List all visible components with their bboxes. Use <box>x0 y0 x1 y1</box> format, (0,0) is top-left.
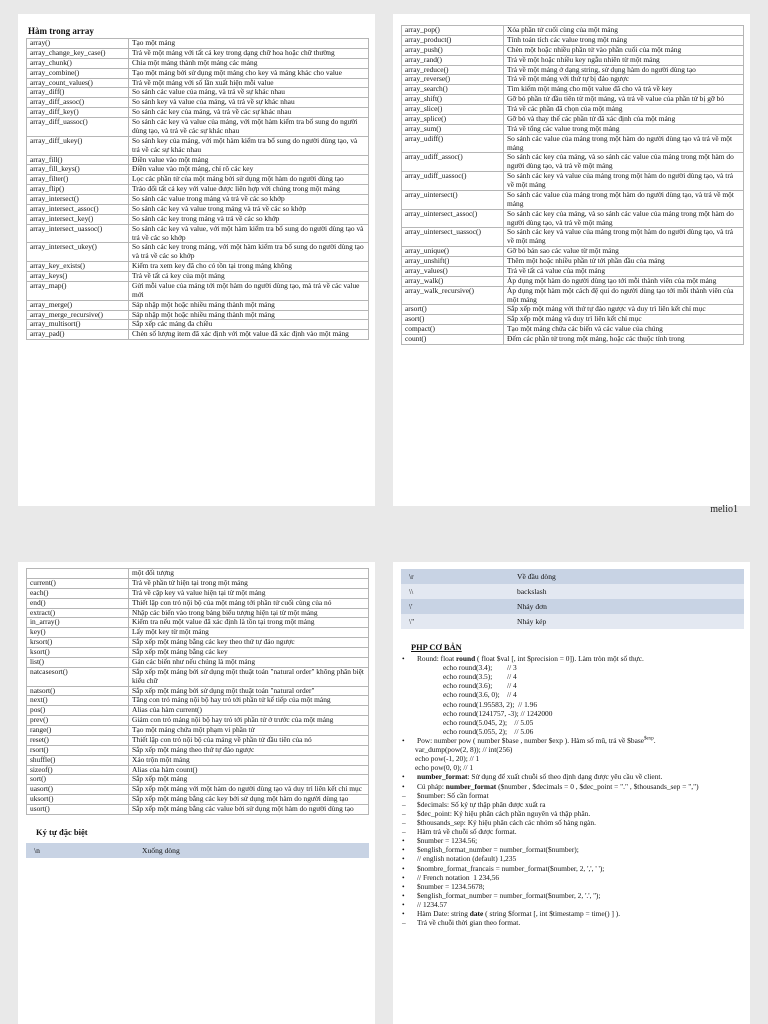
function-name: array_walk() <box>402 276 504 286</box>
function-name: asort() <box>402 315 504 325</box>
function-name: array_udiff() <box>402 134 504 153</box>
function-name: extract() <box>27 608 129 618</box>
table-row <box>402 105 744 115</box>
function-name: array_diff_key() <box>27 108 129 118</box>
function-description: Sắp xếp một mảng bằng các key theo thứ tự đảo ngược <box>129 638 369 648</box>
function-table <box>401 25 744 345</box>
php-line: • // english notation (default) 1,235 <box>415 854 744 863</box>
page-4 <box>393 562 750 1024</box>
table-row <box>27 300 369 310</box>
function-description: Giảm con trỏ mảng nội bộ hay trỏ tới phần tử ở trước của một mảng <box>129 716 369 726</box>
function-description: So sánh các value trong mảng và trả về các so khớp <box>129 195 369 205</box>
table-row <box>27 578 369 588</box>
php-line: – $number: Số cần format <box>415 791 744 800</box>
function-name: uksort() <box>27 795 129 805</box>
special-chars-title: Ký tự đặc biệt <box>36 826 88 837</box>
function-description: Đếm các phần tử trong một mảng, hoặc các thuộc tính trong <box>504 335 744 345</box>
special-char-row <box>401 614 744 629</box>
function-name: uasort() <box>27 785 129 795</box>
function-description: Trả về tất cả key của một mảng <box>129 272 369 282</box>
function-name: natcasesort() <box>27 667 129 686</box>
php-basics-title: PHP CƠ BẢN <box>411 643 462 652</box>
page-3 <box>18 562 375 1024</box>
php-line: • // 1234.57 <box>415 900 744 909</box>
function-name: array_sum() <box>402 124 504 134</box>
function-name: each() <box>27 588 129 598</box>
function-description: So sánh key và value của mảng, và trả về sự khác nhau <box>129 98 369 108</box>
escape-meaning: Về đầu dòng <box>509 569 744 584</box>
function-description: Gỡ bỏ và thay thế các phần tử đã xác định của một mảng <box>504 114 744 124</box>
function-description: Sắp xếp một mảng và duy trì liên kết chỉ mục <box>504 315 744 325</box>
function-name: key() <box>27 628 129 638</box>
function-description: Trả về cặp key và value hiện tại từ một mảng <box>129 588 369 598</box>
function-description: So sánh các value của mảng trong một hàm do người dùng tạo và trả về một mảng <box>504 134 744 153</box>
table-row <box>402 172 744 191</box>
table-row <box>27 58 369 68</box>
table-row <box>27 805 369 815</box>
function-description: Kiểm tra nếu một value đã xác định là tồn tại trong một mảng <box>129 618 369 628</box>
php-line: – $thousands_sep: Ký hiệu phân cách các nhóm số hàng ngàn. <box>415 818 744 827</box>
table-row <box>402 209 744 228</box>
function-name: array_intersect_assoc() <box>27 204 129 214</box>
function-name: array_uintersect_uassoc() <box>402 228 504 247</box>
function-description: Tráo đổi tất cả key với value được liên hợp với chúng trong một mảng <box>129 185 369 195</box>
php-line: • $english_format_number = number_format($number); <box>415 845 744 854</box>
function-name: array_uintersect() <box>402 190 504 209</box>
table-row <box>402 190 744 209</box>
function-description: Gán các biến như nếu chúng là một mảng <box>129 657 369 667</box>
table-row <box>27 598 369 608</box>
function-name: array_change_key_case() <box>27 48 129 58</box>
function-name: array_count_values() <box>27 78 129 88</box>
table-row <box>402 153 744 172</box>
function-name: array_diff() <box>27 88 129 98</box>
php-line: • number_format: Sử dụng để xuất chuỗi số theo định dạng được yêu cầu về client. <box>415 772 744 781</box>
table-row <box>402 134 744 153</box>
function-description: Áp dụng một hàm do người dùng tạo tới mỗi thành viên của một mảng <box>504 276 744 286</box>
php-line: • Hàm Date: string date ( string $format [, int $timestamp = time() ] ). <box>415 909 744 918</box>
function-description: Chèn một hoặc nhiều phần tử vào phần cuối của một mảng <box>504 45 744 55</box>
function-name: current() <box>27 578 129 588</box>
function-description: So sánh các key và value của mảng trong một hàm do người dùng tạo, và trả về một mảng <box>504 172 744 191</box>
table-row <box>27 765 369 775</box>
function-description: Gỡ bỏ bản sao các value từ một mảng <box>504 247 744 257</box>
function-name: array_intersect() <box>27 195 129 205</box>
function-name <box>27 569 129 579</box>
function-name: sizeof() <box>27 765 129 775</box>
function-name: array_slice() <box>402 105 504 115</box>
function-description: Lấy một key từ một mảng <box>129 628 369 638</box>
special-char-row <box>401 584 744 599</box>
table-row <box>27 281 369 300</box>
php-line: • $english_format_number = number_format($number, 2, '.', ''); <box>415 891 744 900</box>
php-line: – $dec_point: Ký hiệu phân cách phần nguyên và thập phân. <box>415 809 744 818</box>
function-description: Trả về một mảng ở dạng string, sử dụng hàm do người dùng tạo <box>504 65 744 75</box>
function-name: array_intersect_ukey() <box>27 243 129 262</box>
function-name: array_fill_keys() <box>27 165 129 175</box>
table-row <box>27 588 369 598</box>
function-description: Trả về một hoặc nhiều key ngẫu nhiên từ một mảng <box>504 55 744 65</box>
table-row <box>27 204 369 214</box>
function-description: Tạo một mảng chứa một phạm vi phần tử <box>129 726 369 736</box>
function-description: Trả về tổng các value trong một mảng <box>504 124 744 134</box>
function-name: array_keys() <box>27 272 129 282</box>
table-row <box>402 124 744 134</box>
function-name: array_map() <box>27 281 129 300</box>
function-name: array_diff_assoc() <box>27 98 129 108</box>
function-name: ksort() <box>27 648 129 658</box>
function-description: So sánh các key trong mảng và trả về các so khớp <box>129 214 369 224</box>
function-name: list() <box>27 657 129 667</box>
table-row <box>402 286 744 305</box>
table-row <box>27 48 369 58</box>
function-description: Tạo một mảng <box>129 39 369 49</box>
function-description: So sánh các key và value trong mảng và trả về các so khớp <box>129 204 369 214</box>
function-description: Sắp xếp một mảng bởi sử dụng một thuật toán "natural order" không phân biệt kiểu chữ <box>129 667 369 686</box>
php-line: echo round(5.045, 2); // 5.05 <box>443 717 534 727</box>
function-description: Tăng con trỏ mảng nội bộ hay trỏ tới phần tử kế tiếp của một mảng <box>129 696 369 706</box>
table-row <box>402 266 744 276</box>
function-description: So sánh các key và value của mảng, với một hàm kiểm tra bổ sung do người dùng tạo, và trả về các sự khác nhau <box>129 118 369 137</box>
function-description: Gỡ bỏ phần tử đầu tiên từ một mảng, và trả về value của phần tử bị gỡ bỏ <box>504 95 744 105</box>
php-line: – Hàm trả về chuỗi số được format. <box>415 827 744 836</box>
function-description: một đối tượng <box>129 569 369 579</box>
function-description: Chia một mảng thành một mảng các mảng <box>129 58 369 68</box>
table-row <box>27 39 369 49</box>
function-name: array_multisort() <box>27 320 129 330</box>
function-description: Lọc các phần tử của một mảng bởi sử dụng một hàm do người dùng tạo <box>129 175 369 185</box>
function-name: array_intersect_uassoc() <box>27 224 129 243</box>
function-description: Thiết lập con trỏ nội bộ của mảng về phần tử đầu tiên của nó <box>129 735 369 745</box>
function-description: So sánh các key của mảng, và trả về các sự khác nhau <box>129 108 369 118</box>
table-row <box>27 224 369 243</box>
function-name: next() <box>27 696 129 706</box>
function-description: Tìm kiếm một mảng cho một value đã cho và trả về key <box>504 85 744 95</box>
function-name: array_udiff_assoc() <box>402 153 504 172</box>
table-row <box>27 648 369 658</box>
function-description: Gửi mỗi value của mảng tới một hàm do người dùng tạo, mà trả về các value mới <box>129 281 369 300</box>
page-2 <box>393 14 750 515</box>
table-row <box>27 569 369 579</box>
function-description: So sánh các value của mảng trong một hàm do người dùng tạo, và trả về một mảng <box>504 190 744 209</box>
function-name: array_diff_ukey() <box>27 136 129 155</box>
function-name: array_chunk() <box>27 58 129 68</box>
function-name: array_uintersect_assoc() <box>402 209 504 228</box>
table-row <box>402 114 744 124</box>
function-name: array_udiff_uassoc() <box>402 172 504 191</box>
table-row <box>402 276 744 286</box>
php-line: – $decimals: Số ký tự thập phân được xuất ra <box>415 800 744 809</box>
function-description: Trả về tất cả value của một mảng <box>504 266 744 276</box>
function-name: krsort() <box>27 638 129 648</box>
php-line: echo round(5.055, 2); // 5.06 <box>443 726 534 736</box>
function-name: array_walk_recursive() <box>402 286 504 305</box>
php-line: echo round(3.6, 0); // 4 <box>443 690 517 700</box>
function-table <box>26 38 369 340</box>
function-name: array_values() <box>402 266 504 276</box>
special-char-row <box>401 599 744 614</box>
php-line: • Pow: number pow ( number $base , number $exp ). Hàm số mũ, trả về $base$^{\$exp}$. <box>415 736 744 745</box>
function-description: Chèn số lượng item đã xác định với một value đã xác định vào một mảng <box>129 330 369 340</box>
function-description: Nhập các biến vào trong bảng biểu tượng hiện tại từ một mảng <box>129 608 369 618</box>
function-name: prev() <box>27 716 129 726</box>
function-description: Alias của hàm count() <box>129 765 369 775</box>
escape-meaning: Nháy kép <box>509 614 744 629</box>
table-row <box>402 228 744 247</box>
function-name: range() <box>27 726 129 736</box>
function-description: Xóa phần tử cuối cùng của một mảng <box>504 26 744 36</box>
escape-sequence: \r <box>401 569 509 584</box>
function-description: Sáp nhập một hoặc nhiều mảng thành một mảng <box>129 300 369 310</box>
table-row <box>27 272 369 282</box>
function-name: array_splice() <box>402 114 504 124</box>
function-name: array_reverse() <box>402 75 504 85</box>
function-description: So sánh các value của mảng, và trả về sự khác nhau <box>129 88 369 98</box>
php-line: • Cú pháp: number_format ($number , $decimals = 0 , $dec_point = "." , $thousands_sep = ",") <box>415 782 744 791</box>
function-description: Sắp xếp các mảng đa chiều <box>129 320 369 330</box>
function-name: array_reduce() <box>402 65 504 75</box>
table-row <box>27 214 369 224</box>
function-name: end() <box>27 598 129 608</box>
function-description: Sắp xếp một mảng bằng các value bởi sử dụng một hàm do người dùng tạo <box>129 805 369 815</box>
table-row <box>27 735 369 745</box>
escape-sequence: \\ <box>401 584 509 599</box>
function-description: Trả về phần tử hiện tại trong một mảng <box>129 578 369 588</box>
function-description: Thiết lập con trỏ nội bộ của một mảng tới phần tử cuối cùng của nó <box>129 598 369 608</box>
function-name: in_array() <box>27 618 129 628</box>
function-description: Thêm một hoặc nhiều phần tử tới phần đầu của mảng <box>504 257 744 267</box>
table-row <box>27 136 369 155</box>
function-name: count() <box>402 335 504 345</box>
table-row <box>27 330 369 340</box>
function-name: array_filter() <box>27 175 129 185</box>
function-description: Sắp xếp một mảng theo thứ tự đảo ngược <box>129 745 369 755</box>
table-row <box>27 195 369 205</box>
function-name: array_key_exists() <box>27 262 129 272</box>
table-row <box>402 335 744 345</box>
function-description: Trả về một mảng với số lần xuất hiện mỗi value <box>129 78 369 88</box>
php-line: • $nombre_format_francais = number_format($number, 2, ',', ' '); <box>415 864 744 873</box>
function-description: Điền value vào một mảng <box>129 155 369 165</box>
function-name: array_fill() <box>27 155 129 165</box>
function-name: array_pad() <box>27 330 129 340</box>
php-line: • $number = 1234.56; <box>415 836 744 845</box>
function-name: array_combine() <box>27 68 129 78</box>
function-description: Tạo một mảng bởi sử dụng một mảng cho key và mảng khác cho value <box>129 68 369 78</box>
function-description: So sánh các key và value, với một hàm kiểm tra bổ sung do người dùng tạo và trả về các so khớp <box>129 224 369 243</box>
escape-meaning: backslash <box>509 584 744 599</box>
escape-sequence: \" <box>401 614 509 629</box>
table-row <box>27 68 369 78</box>
function-description: Sắp xếp một mảng với thứ tự đảo ngược và duy trì liên kết chỉ mục <box>504 305 744 315</box>
function-description: Trả về một mảng với tất cả key trong dạng chữ hoa hoặc chữ thường <box>129 48 369 58</box>
table-row <box>27 657 369 667</box>
table-row <box>402 26 744 36</box>
function-description: So sánh các key của mảng, và so sánh các value của mảng trong một hàm do người dùng tạo, và trả về một mảng <box>504 153 744 172</box>
php-line: echo round(1241757, -3); // 1242000 <box>443 708 553 718</box>
function-description: Áp dụng một hàm một cách đệ qui do người dùng tạo tới mỗi thành viên của một mảng <box>504 286 744 305</box>
php-line: echo pow(0, 0); // 1 <box>415 763 474 773</box>
table-row <box>27 745 369 755</box>
function-name: array_push() <box>402 45 504 55</box>
table-row <box>27 667 369 686</box>
special-char-row <box>26 843 369 858</box>
function-description: Sắp xếp một mảng bằng các key <box>129 648 369 658</box>
escape-sequence: \n <box>26 843 134 858</box>
php-line: var_dump(pow(2, 8)); // int(256) <box>415 745 513 755</box>
function-description: Sắp xếp một mảng với một hàm do người dùng tạo và duy trì liên kết chỉ mục <box>129 785 369 795</box>
function-description: So sánh key của mảng, với một hàm kiểm tra bổ sung do người dùng tạo, và trả về các sự khác nhau <box>129 136 369 155</box>
function-description: Sáp nhập một hoặc nhiều mảng thành một mảng <box>129 310 369 320</box>
function-description: Sắp xếp một mảng bằng các key bởi sử dụng một hàm do người dùng tạo <box>129 795 369 805</box>
function-name: array_unique() <box>402 247 504 257</box>
function-name: sort() <box>27 775 129 785</box>
function-description: Trả về các phần đã chọn của một mảng <box>504 105 744 115</box>
table-row <box>402 55 744 65</box>
function-name: rsort() <box>27 745 129 755</box>
function-description: Alias của hàm current() <box>129 706 369 716</box>
function-name: array_rand() <box>402 55 504 65</box>
function-name: array_merge() <box>27 300 129 310</box>
function-description: Kiểm tra xem key đã cho có tồn tại trong mảng không <box>129 262 369 272</box>
table-row <box>402 35 744 45</box>
function-name: array_unshift() <box>402 257 504 267</box>
php-line: echo pow(-1, 20); // 1 <box>415 754 480 764</box>
special-chars-table <box>26 843 369 858</box>
function-name: natsort() <box>27 686 129 696</box>
php-line: – Trả về chuỗi thời gian theo format. <box>415 918 744 927</box>
function-name: compact() <box>402 325 504 335</box>
php-line: echo round(3.5); // 4 <box>443 672 517 682</box>
watermark-text: melio1 <box>710 504 738 515</box>
function-description: So sánh các key và value của mảng trong một hàm do người dùng tạo, và trả về một mảng <box>504 228 744 247</box>
function-table <box>26 568 369 815</box>
function-name: array() <box>27 39 129 49</box>
function-description: Xáo trộn một mảng <box>129 755 369 765</box>
function-description: Điền value vào một mảng, chỉ rõ các key <box>129 165 369 175</box>
table-row <box>27 755 369 765</box>
function-name: array_pop() <box>402 26 504 36</box>
php-line: echo round(3.6); // 4 <box>443 681 517 691</box>
function-name: array_merge_recursive() <box>27 310 129 320</box>
special-chars-table <box>401 569 744 629</box>
function-name: pos() <box>27 706 129 716</box>
php-line: • Round: float round ( float $val [, int $precision = 0]). Làm tròn một số thực. <box>415 654 744 663</box>
escape-meaning: Xuống dòng <box>134 843 369 858</box>
page-1 <box>18 14 375 506</box>
function-name: shuffle() <box>27 755 129 765</box>
php-line: • // French notation 1 234,56 <box>415 873 744 882</box>
php-line: echo round(1.95583, 2); // 1.96 <box>443 699 538 709</box>
php-basics-list <box>401 654 744 927</box>
function-name: array_intersect_key() <box>27 214 129 224</box>
function-name: array_shift() <box>402 95 504 105</box>
function-name: reset() <box>27 735 129 745</box>
table-row <box>27 726 369 736</box>
escape-sequence: \' <box>401 599 509 614</box>
function-description: Sắp xếp một mảng <box>129 775 369 785</box>
php-line: • $number = 1234.5678; <box>415 882 744 891</box>
function-name: arsort() <box>402 305 504 315</box>
function-description: Trả về một mảng với thứ tự bị đảo ngược <box>504 75 744 85</box>
special-char-row <box>401 569 744 584</box>
table-row <box>402 257 744 267</box>
function-description: Tính toán tích các value trong một mảng <box>504 35 744 45</box>
php-line: echo round(3.4); // 3 <box>443 663 517 673</box>
table-row <box>402 45 744 55</box>
table-row <box>27 118 369 137</box>
function-description: Tạo một mảng chứa các biến và các value của chúng <box>504 325 744 335</box>
table-row <box>27 243 369 262</box>
function-description: So sánh các key trong mảng, với một hàm kiểm tra bổ sung do người dùng tạo và trả về các so khớp <box>129 243 369 262</box>
function-name: array_search() <box>402 85 504 95</box>
function-name: usort() <box>27 805 129 815</box>
section-title: Hàm trong array <box>28 26 94 36</box>
function-name: array_diff_uassoc() <box>27 118 129 137</box>
function-description: Sắp xếp một mảng bởi sử dụng một thuật toán "natural order" <box>129 686 369 696</box>
function-name: array_flip() <box>27 185 129 195</box>
escape-meaning: Nháy đơn <box>509 599 744 614</box>
function-name: array_product() <box>402 35 504 45</box>
function-description: So sánh các key của mảng, và so sánh các value của mảng trong một hàm do người dùng tạo, và trả về một mảng <box>504 209 744 228</box>
